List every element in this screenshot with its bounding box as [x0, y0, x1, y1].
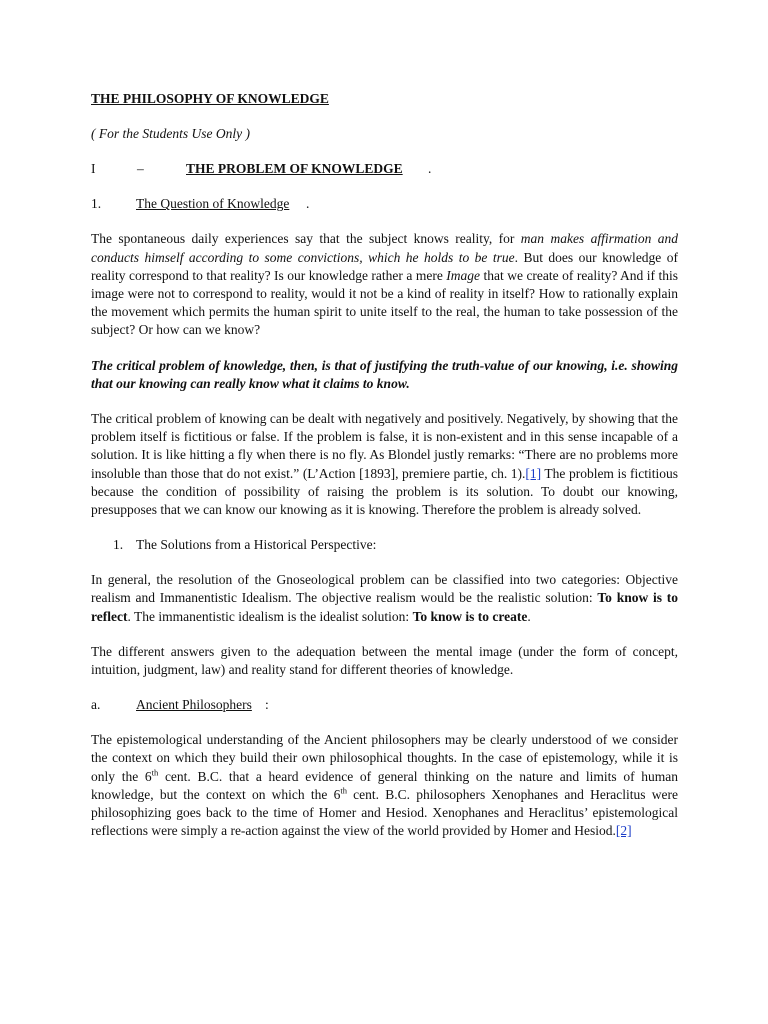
para4-bold-2: To know is to create	[412, 608, 528, 624]
para4-text-2: . The immanentistic idealism is the idealist solution:	[127, 608, 413, 624]
paragraph-question-of-knowledge	[91, 230, 678, 339]
paragraph-negative-positive	[91, 410, 678, 519]
document-title: THE PHILOSOPHY OF KNOWLEDGE	[91, 91, 329, 106]
section-number: I	[91, 161, 96, 177]
list-heading-historical	[91, 536, 678, 554]
paragraph-different-answers: The different answers given to the adequation between the mental image (under the form of concept, intuition, judgment, law) and reality stand for different theories of knowledge.	[91, 643, 678, 678]
para4-bold-1: To know is to reflect	[91, 590, 678, 624]
subheading-letter: a.	[91, 697, 101, 713]
section-title-suffix: .	[428, 161, 432, 177]
list-number: 1.	[113, 537, 124, 553]
section-dash: –	[137, 161, 144, 177]
section-title-text: THE PROBLEM OF KNOWLEDGE	[186, 161, 403, 177]
section-heading-i	[91, 160, 678, 178]
para6-sup-2: th	[340, 785, 347, 796]
para1-italic-2: Image	[446, 267, 481, 283]
footnote-link-2[interactable]: [2]	[615, 823, 632, 839]
list-title: The Solutions from a Historical Perspective:	[136, 537, 377, 553]
paragraph-resolution	[91, 571, 678, 626]
para1-text-3: that we create of reality? And if this image were not to correspond to reality, would it not be a kind of reality in itself? How to rationally explain the movement which permits the human spirit to unite itself to the real, the human to take possession of the subject? Or how can we know?	[91, 267, 678, 338]
para3-text-2: The problem is fictitious because the condition of possibility of raising the problem is its solution. To doubt our knowing, presupposes that we can know our knowing as it is knowing. Therefore the problem is already solved.	[91, 465, 678, 518]
para1-italic-1: man makes affirmation and conducts himself according to some convictions, which he holds to be true	[91, 231, 678, 265]
section-title	[186, 160, 403, 178]
subsection-heading-1	[91, 195, 678, 213]
para6-text-1: The epistemological understanding of the Ancient philosophers may be clearly understood of we consider the context on which they build their own philosophical thoughts. In the case of epistemology, while it is only the 6	[91, 732, 678, 784]
subheading-suffix: :	[265, 697, 269, 713]
paragraph-ancient-philosophers	[91, 731, 678, 840]
para4-text-3: .	[527, 608, 531, 624]
document-page	[91, 90, 678, 857]
para6-text-3: cent. B.C. philosophers Xenophanes and Heraclitus were philosophizing goes back to the time of Homer and Hesiod. Xenophanes and Heraclitus’ epistemological reflections were simply a re-action against the view of the world provided by Homer and Hesiod.	[91, 786, 678, 839]
subheading-a	[91, 696, 678, 714]
para1-text-2: . But does our knowledge of reality correspond to that reality? Is our knowledge rather a mere	[91, 249, 679, 283]
para1-text-1: The spontaneous daily experiences say that the subject knows reality, for	[91, 231, 521, 247]
para6-text-2: cent. B.C. that a heard evidence of general thinking on the nature and limits of human knowledge, but the context on which the 6	[91, 768, 678, 802]
subsection-title: The Question of Knowledge	[136, 196, 290, 212]
subheading-title: Ancient Philosophers	[136, 697, 252, 713]
subsection-title-suffix: .	[306, 196, 310, 212]
footnote-link-1[interactable]: [1]	[525, 465, 542, 481]
paragraph-critical-problem: The critical problem of knowledge, then, is that of justifying the truth-value of our knowing, i.e. showing that our knowing can really know what it claims to know.	[91, 357, 678, 391]
document-subtitle: ( For the Students Use Only )	[91, 126, 250, 142]
subsection-number: 1.	[91, 196, 102, 212]
para4-text-1: In general, the resolution of the Gnoseological problem can be classified into two categories: Objective realism and Immanentistic Idealism. The objective realism would be the realistic solution:	[91, 572, 678, 606]
para6-sup-1: th	[151, 767, 159, 778]
para3-text-1: The critical problem of knowing can be dealt with negatively and positively. Negatively, by showing that the problem itself is fictitious or false. If the problem is false, it is non-existent and in this sense incapable of a solution. It is like hitting a fly when there is no fly. As Blondel justly remarks: “There are no problems more insoluble than those that do not exist.” (L’Action [1893], premiere partie, ch. 1).	[91, 411, 678, 481]
